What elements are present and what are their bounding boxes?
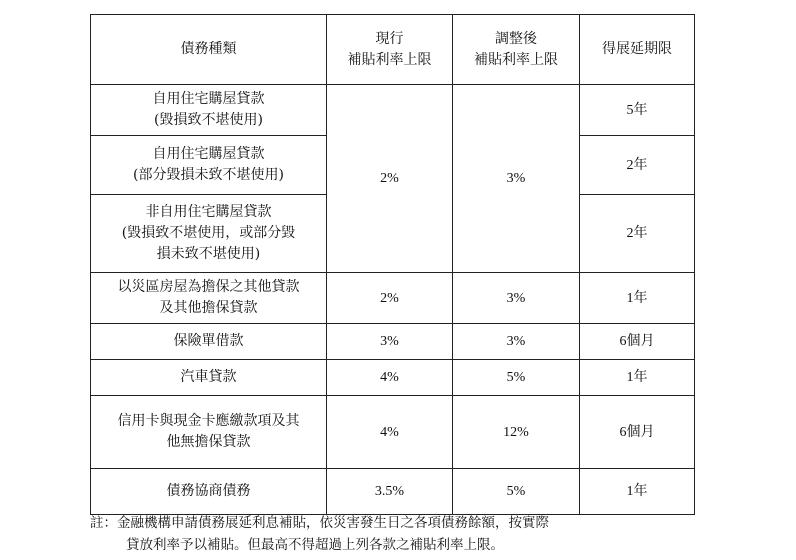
row-current-rate: 3% — [327, 324, 453, 360]
row-period: 1年 — [580, 360, 695, 396]
header-category: 債務種類 — [91, 15, 327, 85]
row-current-rate: 4% — [327, 360, 453, 396]
table-row — [91, 396, 695, 469]
row-category: 非自用住宅購屋貸款 (毀損致不堪使用，或部分毀 損未致不堪使用) — [91, 195, 327, 273]
footnote — [90, 512, 710, 556]
row-period: 6個月 — [580, 396, 695, 469]
row-period: 5年 — [580, 85, 695, 136]
header-period: 得展延期限 — [580, 15, 695, 85]
table-header-row — [91, 15, 695, 85]
row-category: 保險單借款 — [91, 324, 327, 360]
header-current-rate: 現行 補貼利率上限 — [327, 15, 453, 85]
row-adjusted-rate: 12% — [453, 396, 580, 469]
row-period: 2年 — [580, 136, 695, 195]
table-row — [91, 469, 695, 515]
row-category: 債務協商債務 — [91, 469, 327, 515]
header-adjusted-rate: 調整後 補貼利率上限 — [453, 15, 580, 85]
footnote-line-2: 貸放利率予以補貼。但最高不得超過上列各款之補貼利率上限。 — [126, 537, 504, 553]
row-category: 信用卡與現金卡應繳款項及其 他無擔保貸款 — [91, 396, 327, 469]
row-period: 6個月 — [580, 324, 695, 360]
debt-subsidy-table — [90, 14, 695, 515]
row-period: 2年 — [580, 195, 695, 273]
table-row — [91, 85, 695, 136]
row-adjusted-rate: 3% — [453, 273, 580, 324]
row-adjusted-rate: 3% — [453, 324, 580, 360]
row-current-rate: 4% — [327, 396, 453, 469]
row-category: 汽車貸款 — [91, 360, 327, 396]
footnote-line-1: 註：金融機構申請債務展延利息補貼，依災害發生日之各項債務餘額，按實際 — [90, 515, 549, 531]
table-row — [91, 360, 695, 396]
table-row — [91, 324, 695, 360]
row-current-rate: 2% — [327, 273, 453, 324]
row-category: 以災區房屋為擔保之其他貸款 及其他擔保貸款 — [91, 273, 327, 324]
row-current-rate: 3.5% — [327, 469, 453, 515]
row-period: 1年 — [580, 273, 695, 324]
row-period: 1年 — [580, 469, 695, 515]
row-category: 自用住宅購屋貸款 (毀損致不堪使用) — [91, 85, 327, 136]
merged-current-rate: 2% — [327, 85, 453, 273]
merged-adjusted-rate: 3% — [453, 85, 580, 273]
table-row — [91, 273, 695, 324]
row-category: 自用住宅購屋貸款 (部分毀損未致不堪使用) — [91, 136, 327, 195]
row-adjusted-rate: 5% — [453, 360, 580, 396]
row-adjusted-rate: 5% — [453, 469, 580, 515]
